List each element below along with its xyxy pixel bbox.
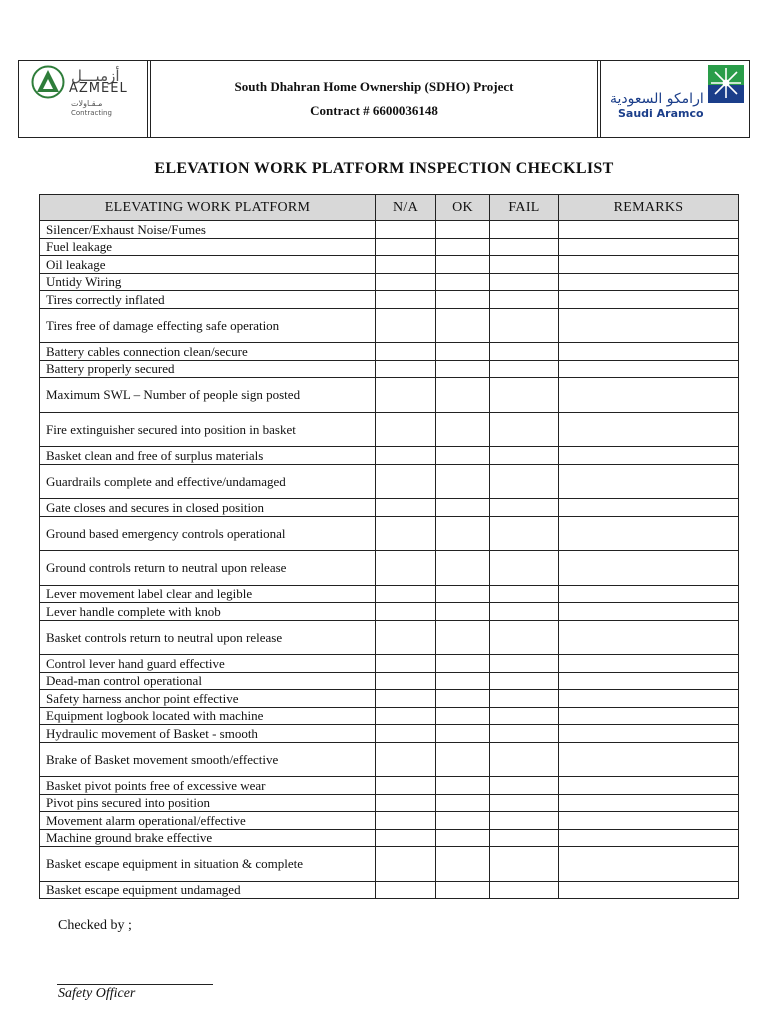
aramco-arabic-text: ارامكو السعودية <box>610 91 704 107</box>
fail-cell[interactable] <box>490 620 559 655</box>
checklist-item: Pivot pins secured into position <box>40 794 376 812</box>
ok-cell[interactable] <box>436 291 490 309</box>
fail-cell[interactable] <box>490 829 559 847</box>
remarks-cell[interactable] <box>559 812 739 830</box>
ok-cell[interactable] <box>436 412 490 447</box>
table-row <box>40 603 739 621</box>
table-row <box>40 794 739 812</box>
fail-cell[interactable] <box>490 742 559 777</box>
ok-cell[interactable] <box>436 812 490 830</box>
column-header-remarks: REMARKS <box>559 195 739 221</box>
checklist-item: Ground based emergency controls operational <box>40 516 376 551</box>
na-cell[interactable] <box>376 777 436 795</box>
ok-cell[interactable] <box>436 777 490 795</box>
fail-cell[interactable] <box>490 725 559 743</box>
ok-cell[interactable] <box>436 794 490 812</box>
fail-cell[interactable] <box>490 256 559 274</box>
fail-cell[interactable] <box>490 343 559 361</box>
ok-cell[interactable] <box>436 829 490 847</box>
na-cell[interactable] <box>376 221 436 239</box>
checklist-item: Ground controls return to neutral upon release <box>40 551 376 586</box>
ok-cell[interactable] <box>436 655 490 673</box>
fail-cell[interactable] <box>490 447 559 465</box>
fail-cell[interactable] <box>490 707 559 725</box>
ok-cell[interactable] <box>436 360 490 378</box>
checklist-item: Control lever hand guard effective <box>40 655 376 673</box>
na-cell[interactable] <box>376 447 436 465</box>
checklist-item: Basket pivot points free of excessive wear <box>40 777 376 795</box>
ok-cell[interactable] <box>436 447 490 465</box>
fail-cell[interactable] <box>490 585 559 603</box>
checklist-item: Fire extinguisher secured into position in basket <box>40 412 376 447</box>
na-cell[interactable] <box>376 812 436 830</box>
checklist-item: Battery properly secured <box>40 360 376 378</box>
checklist-item: Movement alarm operational/effective <box>40 812 376 830</box>
fail-cell[interactable] <box>490 812 559 830</box>
saudi-aramco-logo <box>606 65 746 133</box>
table-row <box>40 725 739 743</box>
checklist-item: Basket clean and free of surplus materials <box>40 447 376 465</box>
remarks-cell[interactable] <box>559 256 739 274</box>
contract-line: Contract # 6600036148 <box>310 103 438 118</box>
document-title: ELEVATION WORK PLATFORM INSPECTION CHECKLIST <box>154 160 614 177</box>
azmeel-mark-icon <box>31 65 65 99</box>
na-cell[interactable] <box>376 725 436 743</box>
checklist-item: Tires free of damage effecting safe operation <box>40 308 376 343</box>
na-cell[interactable] <box>376 655 436 673</box>
checklist-item: Lever movement label clear and legible <box>40 585 376 603</box>
ok-cell[interactable] <box>436 464 490 499</box>
ok-cell[interactable] <box>436 238 490 256</box>
table-row <box>40 447 739 465</box>
table-header-row <box>40 195 739 221</box>
fail-cell[interactable] <box>490 655 559 673</box>
fail-cell[interactable] <box>490 221 559 239</box>
table-row <box>40 499 739 517</box>
inspection-checklist-table <box>39 194 739 899</box>
na-cell[interactable] <box>376 620 436 655</box>
ok-cell[interactable] <box>436 603 490 621</box>
na-cell[interactable] <box>376 847 436 882</box>
fail-cell[interactable] <box>490 360 559 378</box>
fail-cell[interactable] <box>490 464 559 499</box>
column-header-ok: OK <box>436 195 490 221</box>
table-row <box>40 378 739 413</box>
remarks-cell[interactable] <box>559 221 739 239</box>
na-cell[interactable] <box>376 273 436 291</box>
right-logo-cell <box>597 61 749 137</box>
na-cell[interactable] <box>376 603 436 621</box>
ok-cell[interactable] <box>436 690 490 708</box>
table-row <box>40 551 739 586</box>
checklist-item: Basket controls return to neutral upon release <box>40 620 376 655</box>
checklist-item: Maximum SWL – Number of people sign posted <box>40 378 376 413</box>
table-row <box>40 585 739 603</box>
na-cell[interactable] <box>376 742 436 777</box>
checklist-item: Fuel leakage <box>40 238 376 256</box>
checklist-item: Tires correctly inflated <box>40 291 376 309</box>
fail-cell[interactable] <box>490 291 559 309</box>
aramco-star-icon <box>708 65 744 103</box>
remarks-cell[interactable] <box>559 412 739 447</box>
table-row <box>40 829 739 847</box>
remarks-cell[interactable] <box>559 620 739 655</box>
azmeel-sub-arabic: مـقـاولات <box>71 99 103 108</box>
checklist-item: Battery cables connection clean/secure <box>40 343 376 361</box>
checklist-body <box>40 221 739 899</box>
ok-cell[interactable] <box>436 742 490 777</box>
ok-cell[interactable] <box>436 847 490 882</box>
checklist-item: Hydraulic movement of Basket - smooth <box>40 725 376 743</box>
left-logo-cell <box>19 61 151 137</box>
remarks-cell[interactable] <box>559 273 739 291</box>
project-info-cell <box>151 61 597 137</box>
project-line: South Dhahran Home Ownership (SDHO) Project <box>234 79 514 94</box>
na-cell[interactable] <box>376 829 436 847</box>
document-header <box>18 60 750 138</box>
table-row <box>40 672 739 690</box>
azmeel-sub: Contracting <box>71 109 112 117</box>
azmeel-arabic-text: أزميـــل <box>71 67 120 85</box>
na-cell[interactable] <box>376 256 436 274</box>
na-cell[interactable] <box>376 707 436 725</box>
remarks-cell[interactable] <box>559 794 739 812</box>
checklist-item: Silencer/Exhaust Noise/Fumes <box>40 221 376 239</box>
remarks-cell[interactable] <box>559 343 739 361</box>
ok-cell[interactable] <box>436 707 490 725</box>
na-cell[interactable] <box>376 238 436 256</box>
remarks-cell[interactable] <box>559 603 739 621</box>
na-cell[interactable] <box>376 672 436 690</box>
checklist-item: Dead-man control operational <box>40 672 376 690</box>
remarks-cell[interactable] <box>559 499 739 517</box>
table-row <box>40 343 739 361</box>
fail-cell[interactable] <box>490 273 559 291</box>
checklist-item: Oil leakage <box>40 256 376 274</box>
remarks-cell[interactable] <box>559 585 739 603</box>
table-row <box>40 256 739 274</box>
remarks-cell[interactable] <box>559 551 739 586</box>
remarks-cell[interactable] <box>559 291 739 309</box>
na-cell[interactable] <box>376 499 436 517</box>
na-cell[interactable] <box>376 378 436 413</box>
ok-cell[interactable] <box>436 343 490 361</box>
remarks-cell[interactable] <box>559 777 739 795</box>
ok-cell[interactable] <box>436 620 490 655</box>
fail-cell[interactable] <box>490 412 559 447</box>
checklist-item: Brake of Basket movement smooth/effective <box>40 742 376 777</box>
checklist-item: Machine ground brake effective <box>40 829 376 847</box>
table-row <box>40 464 739 499</box>
ok-cell[interactable] <box>436 256 490 274</box>
remarks-cell[interactable] <box>559 655 739 673</box>
fail-cell[interactable] <box>490 238 559 256</box>
fail-cell[interactable] <box>490 777 559 795</box>
checklist-item: Safety harness anchor point effective <box>40 690 376 708</box>
signature-line <box>57 984 213 985</box>
ok-cell[interactable] <box>436 725 490 743</box>
na-cell[interactable] <box>376 794 436 812</box>
ok-cell[interactable] <box>436 273 490 291</box>
remarks-cell[interactable] <box>559 464 739 499</box>
table-row <box>40 221 739 239</box>
na-cell[interactable] <box>376 360 436 378</box>
na-cell[interactable] <box>376 551 436 586</box>
na-cell[interactable] <box>376 464 436 499</box>
fail-cell[interactable] <box>490 672 559 690</box>
na-cell[interactable] <box>376 690 436 708</box>
checklist-item: Basket escape equipment in situation & complete <box>40 847 376 882</box>
fail-cell[interactable] <box>490 603 559 621</box>
table-row <box>40 742 739 777</box>
table-row <box>40 655 739 673</box>
na-cell[interactable] <box>376 412 436 447</box>
ok-cell[interactable] <box>436 881 490 899</box>
remarks-cell[interactable] <box>559 308 739 343</box>
remarks-cell[interactable] <box>559 360 739 378</box>
remarks-cell[interactable] <box>559 725 739 743</box>
ok-cell[interactable] <box>436 221 490 239</box>
na-cell[interactable] <box>376 516 436 551</box>
fail-cell[interactable] <box>490 690 559 708</box>
ok-cell[interactable] <box>436 585 490 603</box>
column-header-item: ELEVATING WORK PLATFORM <box>40 195 376 221</box>
ok-cell[interactable] <box>436 378 490 413</box>
fail-cell[interactable] <box>490 308 559 343</box>
na-cell[interactable] <box>376 881 436 899</box>
remarks-cell[interactable] <box>559 742 739 777</box>
na-cell[interactable] <box>376 343 436 361</box>
checklist-item: Equipment logbook located with machine <box>40 707 376 725</box>
remarks-cell[interactable] <box>559 847 739 882</box>
table-row <box>40 620 739 655</box>
checklist-item: Lever handle complete with knob <box>40 603 376 621</box>
remarks-cell[interactable] <box>559 707 739 725</box>
remarks-cell[interactable] <box>559 672 739 690</box>
table-row <box>40 273 739 291</box>
checklist-item: Basket escape equipment undamaged <box>40 881 376 899</box>
table-row <box>40 308 739 343</box>
table-row <box>40 777 739 795</box>
remarks-cell[interactable] <box>559 881 739 899</box>
table-row <box>40 707 739 725</box>
fail-cell[interactable] <box>490 794 559 812</box>
table-row <box>40 291 739 309</box>
ok-cell[interactable] <box>436 499 490 517</box>
ok-cell[interactable] <box>436 551 490 586</box>
ok-cell[interactable] <box>436 516 490 551</box>
aramco-name: Saudi Aramco <box>618 107 704 120</box>
table-row <box>40 881 739 899</box>
fail-cell[interactable] <box>490 881 559 899</box>
fail-cell[interactable] <box>490 847 559 882</box>
column-header-fail: FAIL <box>490 195 559 221</box>
checklist-item: Gate closes and secures in closed position <box>40 499 376 517</box>
remarks-cell[interactable] <box>559 516 739 551</box>
na-cell[interactable] <box>376 291 436 309</box>
remarks-cell[interactable] <box>559 447 739 465</box>
table-row <box>40 847 739 882</box>
remarks-cell[interactable] <box>559 378 739 413</box>
remarks-cell[interactable] <box>559 829 739 847</box>
ok-cell[interactable] <box>436 308 490 343</box>
signature-role: Safety Officer <box>58 986 136 1001</box>
column-header-na: N/A <box>376 195 436 221</box>
table-row <box>40 412 739 447</box>
table-row <box>40 812 739 830</box>
checklist-item: Untidy Wiring <box>40 273 376 291</box>
fail-cell[interactable] <box>490 516 559 551</box>
table-row <box>40 360 739 378</box>
remarks-cell[interactable] <box>559 238 739 256</box>
checklist-item: Guardrails complete and effective/undamaged <box>40 464 376 499</box>
table-row <box>40 690 739 708</box>
fail-cell[interactable] <box>490 551 559 586</box>
azmeel-logo <box>31 65 146 133</box>
fail-cell[interactable] <box>490 499 559 517</box>
remarks-cell[interactable] <box>559 690 739 708</box>
checked-by-label: Checked by ; <box>58 918 132 933</box>
na-cell[interactable] <box>376 585 436 603</box>
na-cell[interactable] <box>376 308 436 343</box>
ok-cell[interactable] <box>436 672 490 690</box>
table-row <box>40 516 739 551</box>
table-row <box>40 238 739 256</box>
fail-cell[interactable] <box>490 378 559 413</box>
azmeel-name: AZMEEL <box>69 81 128 96</box>
